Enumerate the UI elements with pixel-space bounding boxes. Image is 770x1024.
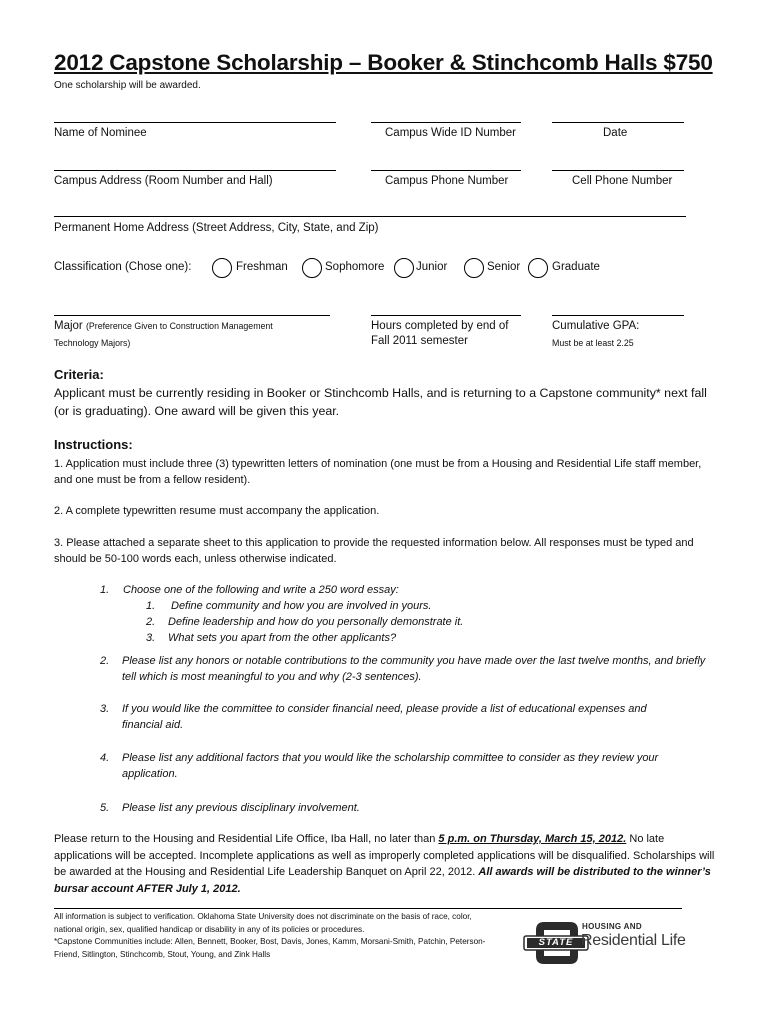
junior-radio[interactable] [394, 258, 414, 278]
major-label [54, 320, 273, 332]
question-1-number: 1. [100, 584, 110, 596]
freshman-radio[interactable] [212, 258, 232, 278]
closing-text-2: No late applications will be accepted. Incomplete applications as well as improperly completed applications will be disqualified. Scholarships will be awarded at the Housing and Residential Life Leadership Banquet on April 22, 2012. [54, 833, 715, 878]
major-line[interactable] [54, 315, 330, 316]
instruction-2: 2. A complete typewritten resume must accompany the application. [54, 505, 380, 517]
footer-communities: *Capstone Communities include: Allen, Bennett, Booker, Bost, Davis, Jones, Kamm, Morsani-Smith, Patchin, Peterson-Friend, Sitlington, Stinchcomb, Stout, Young, and Zink Halls [54, 937, 486, 959]
logo-line-1: HOUSING AND [582, 922, 642, 931]
question-4-number: 4. [100, 752, 110, 764]
question-2-number: 2. [100, 655, 110, 667]
question-1-sub: Define community and how you are involved in yours. [171, 600, 432, 612]
graduate-radio[interactable] [528, 258, 548, 278]
closing-paragraph [54, 831, 719, 897]
name-line[interactable] [54, 122, 336, 123]
sophomore-label: Sophomore [325, 261, 385, 273]
sophomore-radio[interactable] [302, 258, 322, 278]
hours-label-1: Hours completed by end of [371, 320, 509, 332]
footer-divider [54, 908, 682, 909]
date-line[interactable] [552, 122, 684, 123]
major-text: Major [54, 320, 83, 332]
question-3-number: 3. [100, 703, 110, 715]
question-4: Please list any additional factors that you would like the scholarship committee to consider as they review your application. [122, 752, 659, 780]
campus-id-label: Campus Wide ID Number [385, 127, 517, 139]
classification-label: Classification (Chose one): [54, 261, 192, 273]
question-1-sub-number: 3. [146, 632, 156, 644]
cell-phone-line[interactable] [552, 170, 684, 171]
question-1-sub: Define leadership and how do you personally demonstrate it. [168, 616, 464, 628]
instruction-3: 3. Please attached a separate sheet to this application to provide the requested information below. All responses must be typed and should be 50-100 words each, unless otherwise indicated. [54, 537, 694, 565]
junior-label: Junior [416, 261, 448, 273]
question-5: Please list any previous disciplinary involvement. [122, 802, 360, 814]
major-note-2: Technology Majors) [54, 338, 131, 348]
page-subtitle: One scholarship will be awarded. [54, 80, 201, 91]
gpa-line[interactable] [552, 315, 684, 316]
campus-address-line[interactable] [54, 170, 336, 171]
instructions-heading: Instructions: [54, 437, 133, 452]
senior-radio[interactable] [464, 258, 484, 278]
gpa-label: Cumulative GPA: [552, 320, 640, 332]
criteria-text: Applicant must be currently residing in Booker or Stinchcomb Halls, and is returning to a Capstone community* next fall (or is graduating). One award will be given this year. [54, 386, 707, 418]
campus-phone-label: Campus Phone Number [385, 175, 509, 187]
question-1-sub-number: 2. [146, 616, 156, 628]
osu-logo-state: STATE [538, 937, 574, 948]
freshman-label: Freshman [236, 261, 288, 273]
page-title: 2012 Capstone Scholarship – Booker & Stinchcomb Halls $750 [54, 50, 713, 75]
deadline: 5 p.m. on Thursday, March 15, 2012. [438, 833, 627, 845]
campus-phone-line[interactable] [371, 170, 521, 171]
cell-phone-label: Cell Phone Number [572, 175, 673, 187]
name-label: Name of Nominee [54, 127, 147, 139]
graduate-label: Graduate [552, 261, 600, 273]
question-1-sub-number: 1. [146, 600, 156, 612]
permanent-address-label: Permanent Home Address (Street Address, City, State, and Zip) [54, 222, 379, 234]
question-5-number: 5. [100, 802, 110, 814]
hours-label-2: Fall 2011 semester [371, 335, 468, 347]
permanent-address-line[interactable] [54, 216, 686, 217]
senior-label: Senior [487, 261, 521, 273]
campus-address-label: Campus Address (Room Number and Hall) [54, 175, 273, 187]
footer-disclaimer: All information is subject to verification. Oklahoma State University does not discriminate on the basis of race, color, national origin, sex, qualified handicap or disability in any of its policies or procedures. [54, 912, 472, 934]
logo-line-2: Residential Life [581, 932, 686, 949]
question-1: Choose one of the following and write a 250 word essay: [123, 584, 399, 596]
campus-id-line[interactable] [371, 122, 521, 123]
instruction-1: 1. Application must include three (3) typewritten letters of nomination (one must be from a Housing and Residential Life staff member, and one must be from a fellow resident). [54, 458, 702, 486]
criteria-heading: Criteria: [54, 367, 104, 382]
date-label: Date [603, 127, 628, 139]
question-3: If you would like the committee to consider financial need, please provide a list of educational expenses and financial aid. [122, 703, 647, 731]
closing-bold: All awards will be distributed to the winner’s bursar account AFTER July 1, 2012. [54, 866, 711, 895]
gpa-note: Must be at least 2.25 [552, 338, 634, 348]
closing-text-1: Please return to the Housing and Residential Life Office, Iba Hall, no later than [54, 833, 439, 845]
hours-line[interactable] [371, 315, 521, 316]
major-note: (Preference Given to Construction Management [85, 321, 273, 331]
question-1-sub: What sets you apart from the other applicants? [168, 632, 397, 644]
question-2: Please list any honors or notable contributions to the community you have made over the last twelve months, and briefly tell which is most meaningful to you and why (2-3 sentences). [122, 655, 706, 683]
